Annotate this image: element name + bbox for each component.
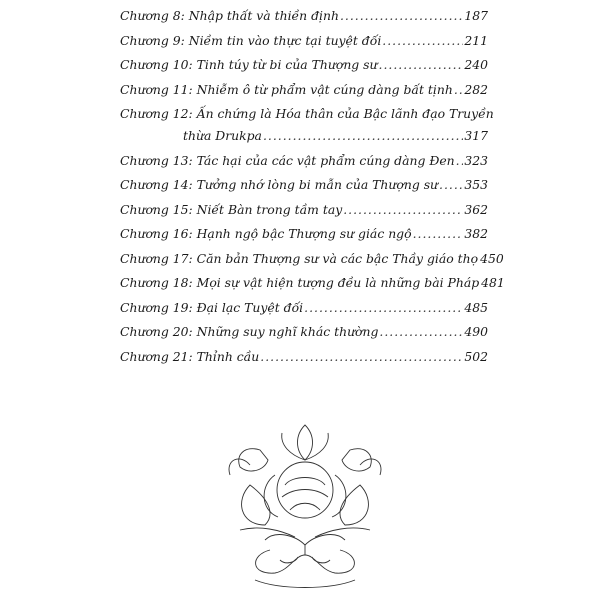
leader-dots [379, 57, 464, 72]
leader-dots [413, 226, 464, 241]
toc-entry: Chương 9: Niềm tin vào thực tại tuyệt đối ..... 211 [120, 33, 488, 58]
toc-entry: Chương 14: Tưởng nhớ lòng bi mẫn của Thượng sư ..... 353 [120, 177, 488, 202]
toc-entry: Chương 10: Tinh túy từ bi của Thượng sư ..... 240 [120, 57, 488, 82]
leader-dots [340, 8, 463, 23]
leader-dots [263, 128, 463, 143]
toc-entry: Chương 21: Thỉnh cầu ..... 502 [120, 349, 488, 374]
toc-entry: Chương 18: Mọi sự vật hiện tượng đều là những bài Pháp 481 [120, 275, 505, 290]
toc-entry: Chương 13: Tác hại của các vật phẩm cúng dàng Đen ..... 323 [120, 153, 488, 178]
leader-dots [454, 82, 464, 97]
toc-entry-continuation: thừa Drukpa ..... 317 [120, 128, 488, 153]
toc-entry: Chương 16: Hạnh ngộ bậc Thượng sư giác ngộ ..... 382 [120, 226, 488, 251]
toc-entry: Chương 15: Niết Bàn trong tầm tay ..... 362 [120, 202, 488, 227]
leader-dots [439, 177, 463, 192]
lotus-ornament-illustration [220, 405, 390, 595]
toc-entry: Chương 8: Nhập thất và thiền định ..... 187 [120, 8, 488, 33]
leader-dots [304, 300, 463, 315]
leader-dots [343, 202, 463, 217]
leader-dots [382, 33, 463, 48]
leader-dots [260, 349, 463, 364]
table-of-contents [120, 8, 505, 373]
toc-entry: Chương 17: Căn bản Thượng sư và các bậc Thầy giáo thọ 450 [120, 250, 504, 266]
toc-entry: Chương 12: Ấn chứng là Hóa thân của Bậc lãnh đạo Truyền [120, 106, 494, 121]
leader-dots [379, 324, 463, 339]
toc-entry: Chương 20: Những suy nghĩ khác thường ..... 490 [120, 324, 488, 349]
leader-dots [456, 153, 464, 168]
toc-entry: Chương 11: Nhiễm ô từ phẩm vật cúng dàng bất tịnh ..... 282 [120, 82, 488, 107]
toc-entry: Chương 19: Đại lạc Tuyệt đối ..... 485 [120, 300, 488, 325]
